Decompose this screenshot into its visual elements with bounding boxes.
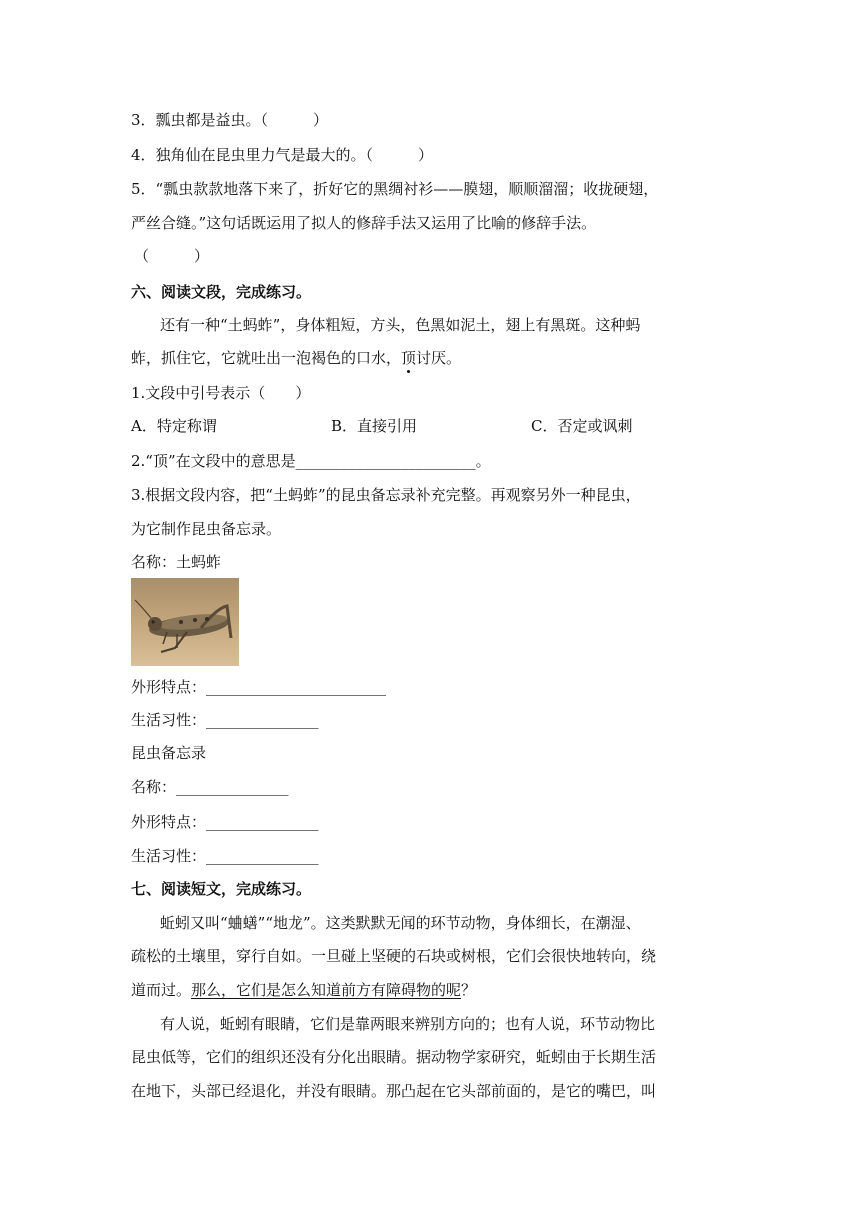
section-6-question-2: 2.“顶”在文段中的意思是________________________。 <box>131 452 491 470</box>
memo-2-habit: 生活习性：_______________ <box>131 847 319 865</box>
question-5-line-1: 5．“瓢虫款款地落下来了，折好它的黑绸衬衫——膜翅，顺顺溜溜；收拢硬翅， <box>131 180 659 198</box>
memo-2-shape: 外形特点：_______________ <box>131 813 319 831</box>
emphasized-word: 顶 <box>401 349 417 367</box>
section-6-passage-line-1: 还有一种“土蚂蚱”，身体粗短，方头，色黑如泥土，翅上有黑斑。这种蚂 <box>160 316 641 334</box>
memo-2-title: 昆虫备忘录 <box>131 744 207 762</box>
section-6-question-3-line-1: 3.根据文段内容，把“土蚂蚱”的昆虫备忘录补充完整。再观察另外一种昆虫， <box>131 486 641 504</box>
memo-1-name: 名称：土蚂蚱 <box>131 553 222 571</box>
option-c: C．否定或讽刺 <box>531 417 633 435</box>
question-3: 3．瓢虫都是益虫。（ ） <box>131 111 329 129</box>
section-7-paragraph-2-line-1: 有人说，蚯蚓有眼睛，它们是靠两眼来辨别方向的；也有人说，环节动物比 <box>160 1015 656 1033</box>
question-5-line-2: 严丝合缝。”这句话既运用了拟人的修辞手法又运用了比喻的修辞手法。 <box>131 214 597 232</box>
passage-text-after: 讨厌。 <box>416 349 462 367</box>
passage-text-after: ？ <box>461 981 477 999</box>
question-5-answer-paren: （ ） <box>134 247 210 265</box>
section-6-question-1-options <box>131 416 632 436</box>
memo-1-habit: 生活习性：_______________ <box>131 711 319 729</box>
section-6-question-1: 1.文段中引号表示（ ） <box>131 384 311 402</box>
section-6-title: 六、阅读文段，完成练习。 <box>131 283 312 301</box>
option-a: A．特定称谓 <box>131 417 217 435</box>
section-7-paragraph-1-line-1: 蚯蚓又叫“蛐蟮”“地龙”。这类默默无闻的环节动物，身体细长，在潮湿、 <box>160 914 641 932</box>
section-7-paragraph-2-line-3: 在地下，头部已经退化，并没有眼睛。那凸起在它头部前面的，是它的嘴巴，叫 <box>131 1082 657 1100</box>
section-7-paragraph-2-line-2: 昆虫低等，它们的组织还没有分化出眼睛。据动物学家研究，蚯蚓由于长期生活 <box>131 1048 657 1066</box>
section-6-question-3-line-2: 为它制作昆虫备忘录。 <box>131 520 282 538</box>
memo-1-shape: 外形特点：________________________ <box>131 678 387 696</box>
memo-2-name: 名称：_______________ <box>131 778 289 796</box>
section-7-paragraph-1-line-3 <box>131 980 476 1000</box>
underlined-question: 那么，它们是怎么知道前方有障碍物的呢 <box>191 981 462 999</box>
passage-text-before: 蚱，抓住它，它就吐出一泡褐色的口水， <box>131 349 402 367</box>
passage-text-before: 道而过。 <box>131 981 192 999</box>
section-7-title: 七、阅读短文，完成练习。 <box>131 880 312 898</box>
grasshopper-icon <box>131 578 239 666</box>
option-b: B．直接引用 <box>331 417 418 435</box>
grasshopper-photo <box>131 578 239 666</box>
question-4: 4．独角仙在昆虫里力气是最大的。（ ） <box>131 146 434 164</box>
section-6-passage-line-2 <box>131 348 461 368</box>
section-7-paragraph-1-line-2: 疏松的土壤里，穿行自如。一旦碰上坚硬的石块或树根，它们会很快地转向，绕 <box>131 947 657 965</box>
